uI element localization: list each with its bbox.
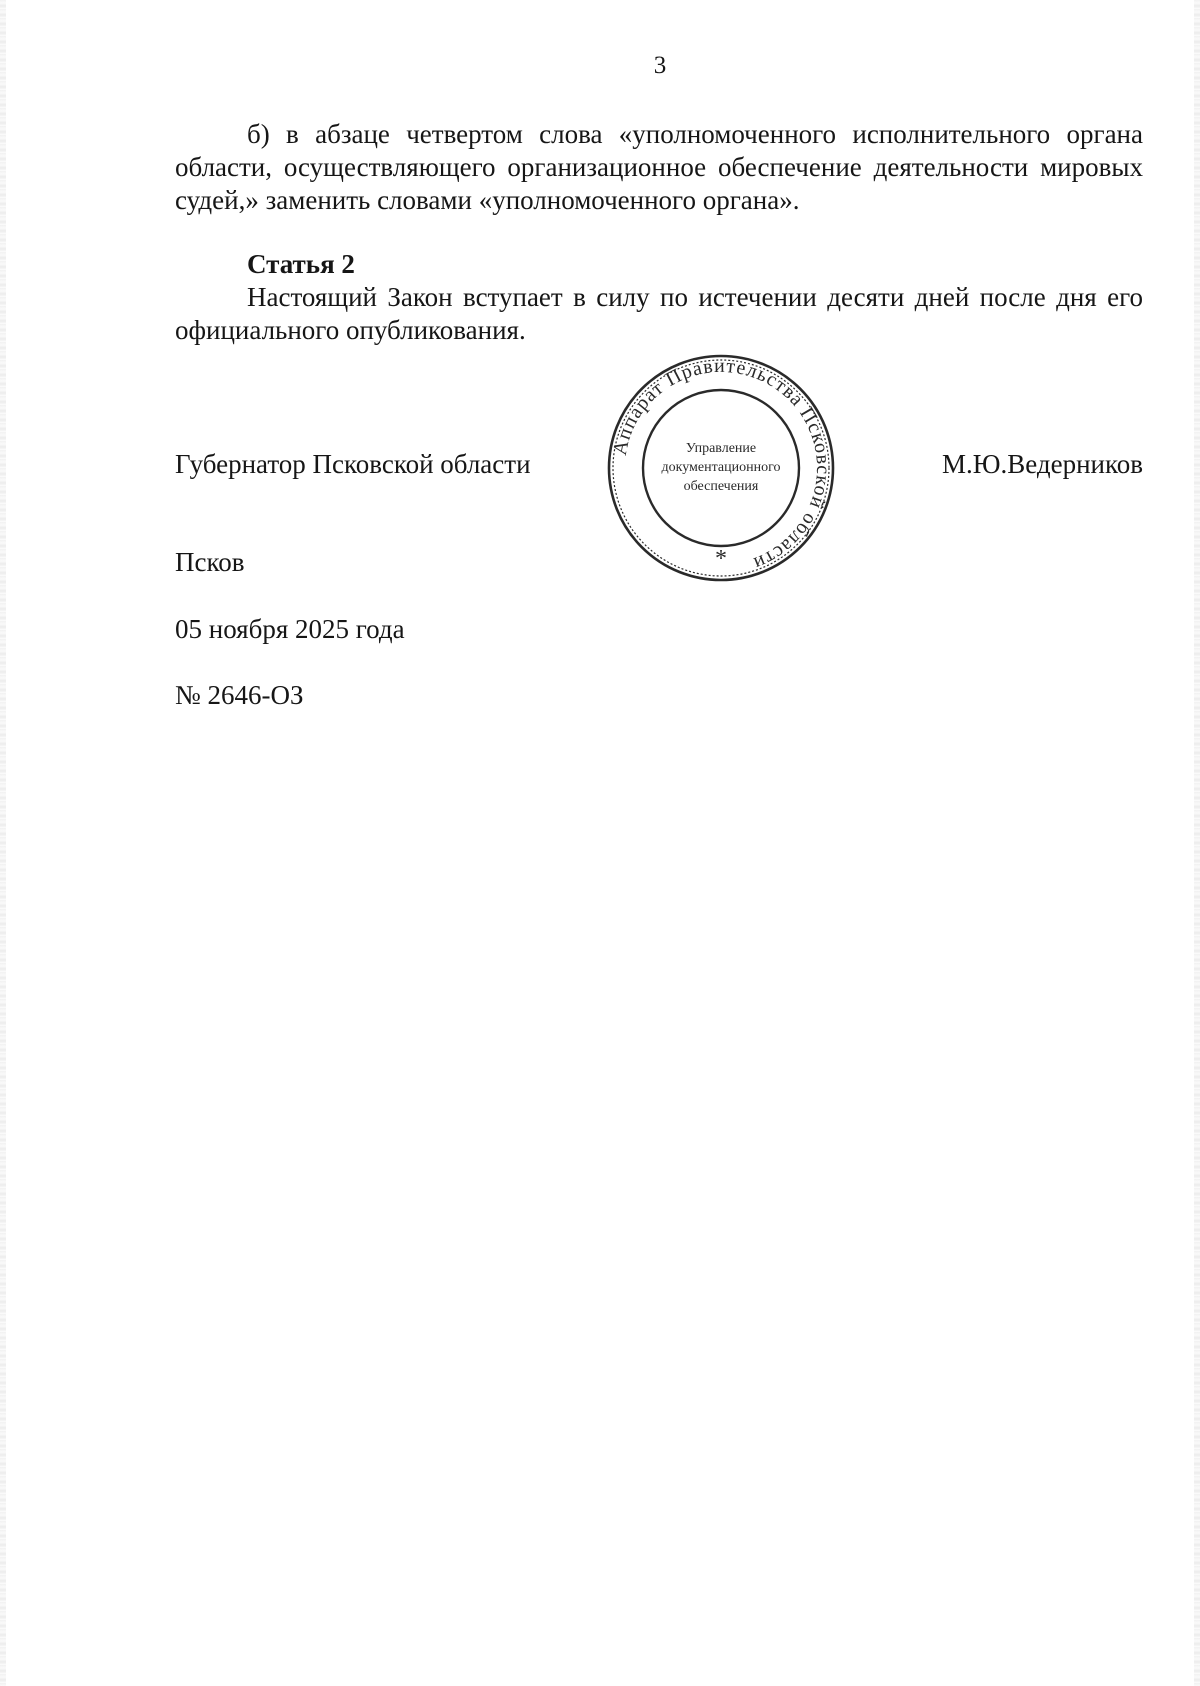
seal-ring-text: Аппарат Правительства Псковской области [608,354,835,575]
page-number: 3 [653,52,667,79]
signatory-name: М.Ю.Ведерников [941,449,1143,479]
article-text: Настоящий Закон вступает в силу по истечении десяти дней после дня его официального опубликования. [175,282,1143,345]
seal-center-line-2: документационного [661,460,781,475]
place-of-signing: Псков [175,547,245,577]
seal-star-icon: * [715,546,727,572]
law-number: № 2646-ОЗ [175,680,304,710]
scan-edge-right [1194,0,1200,1686]
seal-center-line-3: обеспечения [683,479,759,494]
article-heading: Статья 2 [247,249,355,279]
paragraph-b: б) в абзаце четвертом слова «уполномоченного исполнительного органа области, осуществляющего организационное обеспечение деятельности мировых судей,» заменить словами «уполномоченного органа». [175,119,1143,215]
signatory-title: Губернатор Псковской области [175,449,531,479]
scan-edge-left [0,0,6,1686]
signing-date: 05 ноября 2025 года [175,614,405,644]
seal-center-line-1: Управление [685,441,757,456]
official-seal [605,352,837,584]
